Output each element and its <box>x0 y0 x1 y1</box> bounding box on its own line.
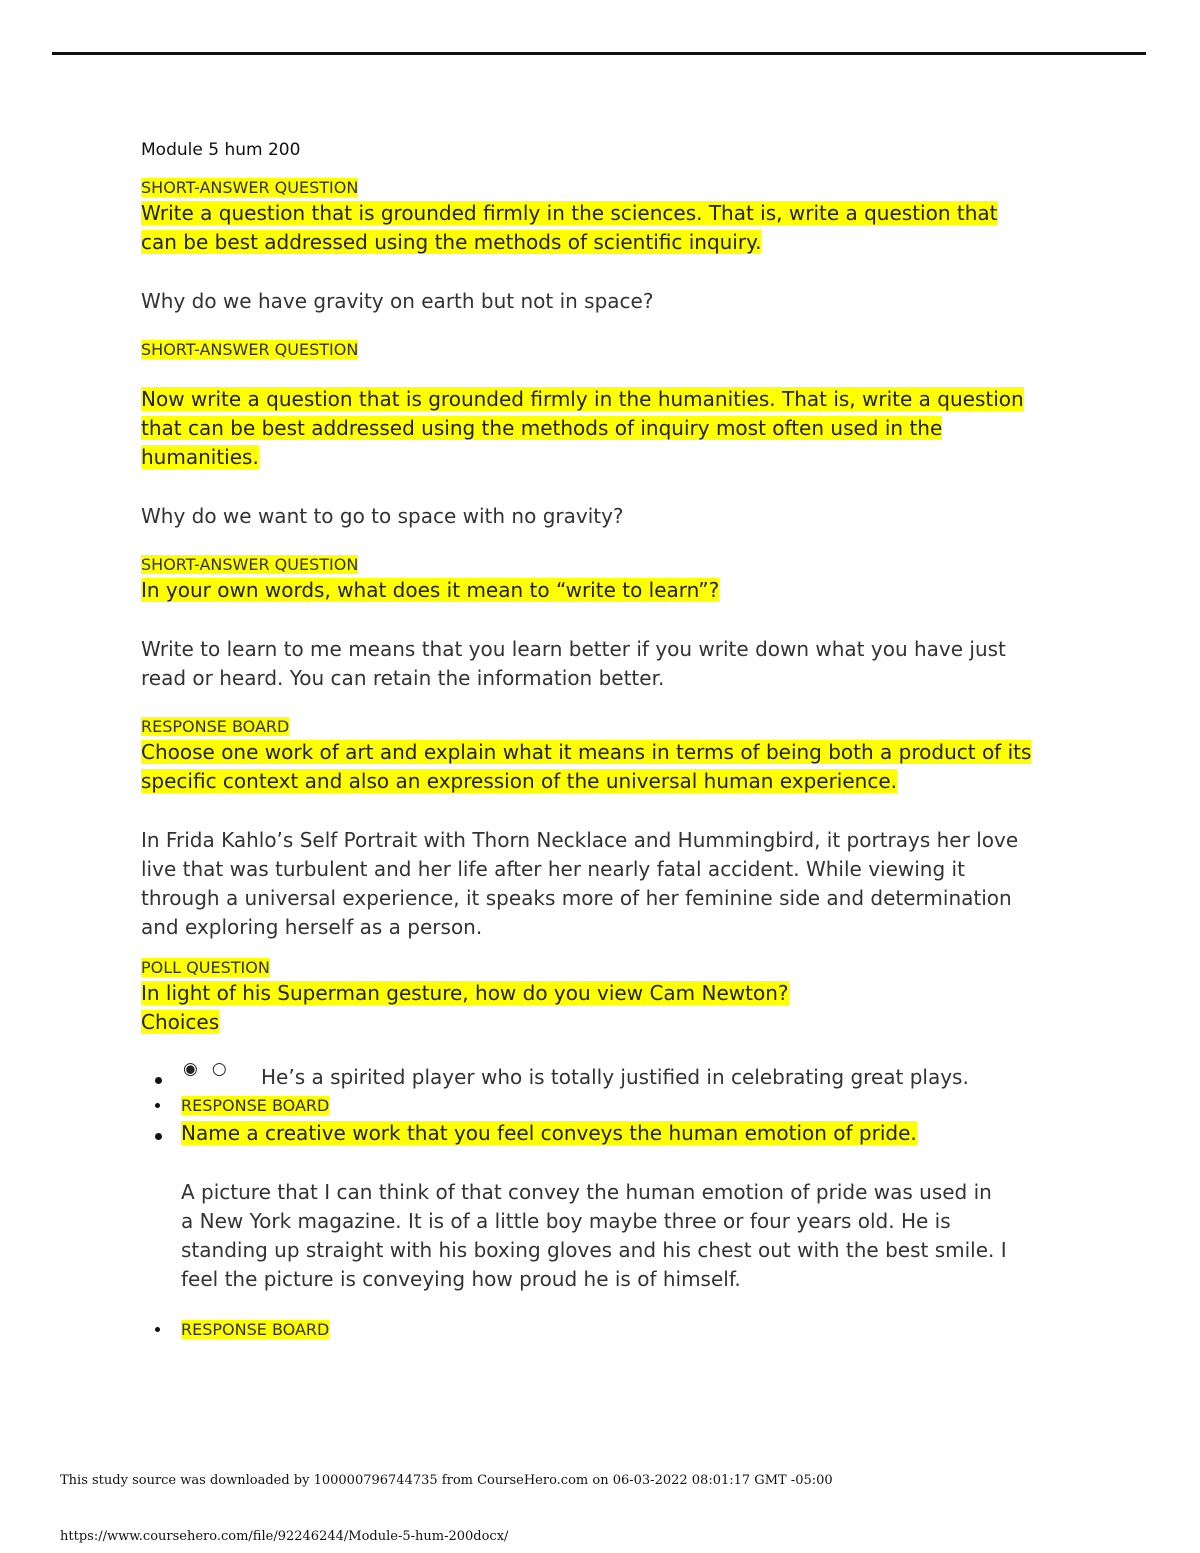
radio-selected-icon[interactable]: ◉ <box>183 1059 212 1079</box>
answer-text: In Frida Kahlo’s Self Portrait with Thorn Necklace and Hummingbird, it portrays her love live that was turbulent and her life after her nearly fatal accident. While viewing it through a universal experience, it speaks more of her feminine side and determination and exploring herself as a person. <box>141 828 1019 939</box>
bullet-icon <box>155 1103 160 1108</box>
bullet-list <box>111 1059 1071 1341</box>
poll-question: In light of his Superman gesture, how do you view Cam Newton? <box>141 981 789 1005</box>
question-type-label: RESPONSE BOARD <box>141 717 290 736</box>
question-text: Write a question that is grounded firmly in the sciences. That is, write a question that can be best addressed using the methods of scientific inquiry. <box>141 201 998 254</box>
document-title: Module 5 hum 200 <box>141 140 301 160</box>
poll-type-label: POLL QUESTION <box>141 958 270 977</box>
answer-text: Why do we want to go to space with no gravity? <box>141 504 624 528</box>
top-rule <box>52 52 1146 55</box>
question-text: In your own words, what does it mean to “write to learn”? <box>141 578 720 602</box>
poll-choices-label: Choices <box>141 1010 220 1034</box>
source-url[interactable]: https://www.coursehero.com/file/92246244/Module-5-hum-200docx/ <box>60 1529 509 1544</box>
radio-buttons[interactable] <box>183 1059 241 1079</box>
document-body <box>141 140 1071 1341</box>
question-type-label: SHORT-ANSWER QUESTION <box>141 555 359 574</box>
question-text: Now write a question that is grounded firmly in the humanities. That is, write a question that can be best addressed using the methods of inquiry most often used in the humanities. <box>141 387 1024 469</box>
list-item-choice <box>111 1059 1071 1092</box>
answer-text: Why do we have gravity on earth but not in space? <box>141 289 654 313</box>
poll-choice-text: He’s a spirited player who is totally justified in celebrating great plays. <box>261 1065 969 1089</box>
question-type-label: RESPONSE BOARD <box>181 1096 330 1115</box>
bullet-icon <box>155 1327 160 1332</box>
answer-text: Write to learn to me means that you learn better if you write down what you have just read or heard. You can retain the information better. <box>141 637 1006 690</box>
download-notice: This study source was downloaded by 100000796744735 from CourseHero.com on 06-03-2022 08:01:17 GMT -05:00 <box>60 1473 833 1488</box>
radio-unselected-icon[interactable]: ○ <box>211 1059 241 1079</box>
list-item <box>111 1318 1071 1341</box>
question-type-label: SHORT-ANSWER QUESTION <box>141 178 359 197</box>
answer-text: A picture that I can think of that convey the human emotion of pride was used in a New York magazine. It is of a little boy maybe three or four years old. He is standing up straight with his boxing gloves and his chest out with the best smile. I feel the picture is conveying how proud he is of himself. <box>181 1180 1007 1291</box>
list-item <box>111 1094 1071 1117</box>
bullet-icon <box>155 1133 162 1140</box>
question-text: Name a creative work that you feel conveys the human emotion of pride. <box>181 1121 917 1145</box>
bullet-icon <box>155 1077 162 1084</box>
question-type-label: RESPONSE BOARD <box>181 1320 330 1339</box>
question-text: Choose one work of art and explain what it means in terms of being both a product of its specific context and also an expression of the universal human experience. <box>141 740 1032 793</box>
list-item <box>111 1119 1071 1318</box>
question-type-label: SHORT-ANSWER QUESTION <box>141 340 359 359</box>
